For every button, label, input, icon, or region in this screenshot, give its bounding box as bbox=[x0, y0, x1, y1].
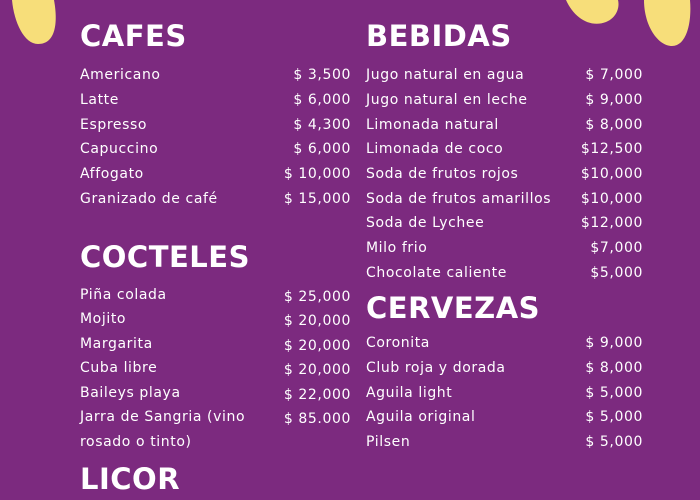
section-title-cocteles: COCTELES bbox=[80, 240, 250, 274]
menu-item-price: $ 20,000 bbox=[283, 313, 351, 329]
menu-item-name: Mojito bbox=[80, 311, 127, 327]
menu-item-name: Americano bbox=[80, 67, 161, 83]
menu-item bbox=[80, 410, 351, 450]
menu-item-name: Espresso bbox=[80, 117, 148, 133]
menu-item-name: Aguila light bbox=[366, 385, 453, 401]
menu-item-price: $ 20,000 bbox=[283, 362, 351, 378]
yellow-leaf-icon bbox=[560, 0, 620, 30]
menu-item-name: Soda de frutos rojos bbox=[366, 166, 519, 182]
section-title-bebidas: BEBIDAS bbox=[366, 19, 512, 53]
menu-item-price: $10,000 bbox=[580, 191, 643, 207]
section-title-licor: LICOR bbox=[80, 462, 181, 496]
menu-item-price: $ 8,000 bbox=[585, 117, 643, 133]
menu-item-price: $ 9,000 bbox=[585, 335, 643, 351]
menu-item-price: $ 15,000 bbox=[283, 191, 351, 207]
menu-item-name: Baileys playa bbox=[80, 385, 181, 401]
menu-item-price: $ 20,000 bbox=[283, 338, 351, 354]
menu-item-name: Limonada natural bbox=[366, 117, 499, 133]
menu-item-price: $ 7,000 bbox=[585, 67, 643, 83]
menu-item-name: Club roja y dorada bbox=[366, 360, 506, 376]
menu-item-price: $ 6,000 bbox=[293, 141, 351, 157]
menu-item-price: $10,000 bbox=[580, 166, 643, 182]
menu-item-name: Jugo natural en leche bbox=[366, 92, 528, 108]
menu-item-price: $5,000 bbox=[590, 265, 643, 281]
menu-item-price: $ 8,000 bbox=[585, 360, 643, 376]
menu-item-name: Soda de frutos amarillos bbox=[366, 191, 552, 207]
menu-item-name: Margarita bbox=[80, 336, 153, 352]
menu-item-name: Milo frio bbox=[366, 240, 428, 256]
menu-item-name: Jugo natural en agua bbox=[366, 67, 525, 83]
yellow-leaf-icon bbox=[0, 0, 70, 50]
menu-item-price: $ 5,000 bbox=[585, 434, 643, 450]
menu-item-name: Latte bbox=[80, 92, 119, 108]
section-title-cervezas: CERVEZAS bbox=[366, 291, 541, 325]
menu-item-price: $ 3,500 bbox=[293, 67, 351, 83]
yellow-leaf-icon bbox=[640, 0, 700, 50]
menu-item-name: Limonada de coco bbox=[366, 141, 504, 157]
menu-item-name: Aguila original bbox=[366, 409, 476, 425]
menu-item-price: $ 9,000 bbox=[585, 92, 643, 108]
section-title-cafes: CAFES bbox=[80, 19, 187, 53]
menu-item-name: Granizado de café bbox=[80, 191, 218, 207]
menu-item-name: Piña colada bbox=[80, 287, 167, 303]
menu-item-price: $ 85.000 bbox=[283, 411, 351, 427]
menu-item-price: $ 25,000 bbox=[283, 289, 351, 305]
menu-item-price: $ 6,000 bbox=[293, 92, 351, 108]
menu-item-name: Coronita bbox=[366, 335, 430, 351]
menu-item-name: Affogato bbox=[80, 166, 144, 182]
menu-item-price: $ 5,000 bbox=[585, 385, 643, 401]
menu-item-price: $ 10,000 bbox=[283, 166, 351, 182]
menu-item-name: Capuccino bbox=[80, 141, 159, 157]
menu-item-price: $ 4,300 bbox=[293, 117, 351, 133]
menu-item-price: $ 5,000 bbox=[585, 409, 643, 425]
menu-item-price: $7,000 bbox=[590, 240, 643, 256]
menu-item-price: $12,500 bbox=[580, 141, 643, 157]
menu-item-name: Cuba libre bbox=[80, 360, 158, 376]
menu-item-price: $ 22,000 bbox=[283, 387, 351, 403]
menu-item-name: Chocolate caliente bbox=[366, 265, 507, 281]
menu-item-name: Soda de Lychee bbox=[366, 215, 485, 231]
menu-item-name: Pilsen bbox=[366, 434, 411, 450]
menu-item-name-continued: rosado o tinto) bbox=[80, 434, 192, 450]
menu-item-name: Jarra de Sangria (vino bbox=[80, 409, 246, 425]
menu-item-price: $12,000 bbox=[580, 215, 643, 231]
